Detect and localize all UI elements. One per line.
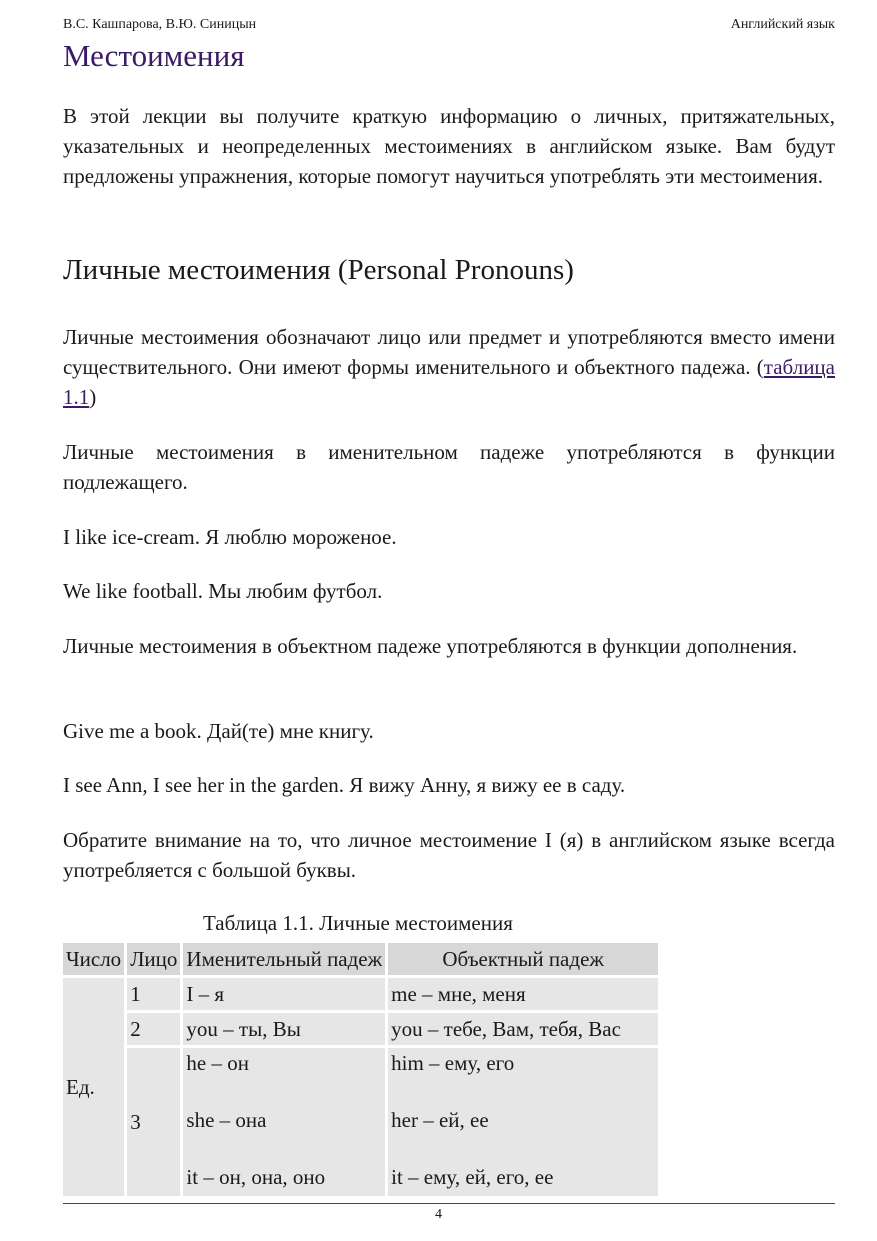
example-3: Give me a book. Дай(те) мне книгу. [63,719,374,743]
objective-line: him – ему, его [391,1051,515,1075]
table-row [63,1013,658,1045]
pronouns-table [60,940,661,1199]
table-row [63,1048,658,1196]
person-cell: 2 [127,1013,180,1045]
intro-paragraph: В этой лекции вы получите краткую информацию о личных, притяжательных, указательных и неопределенных местоимениях в английском языке. Вам будут предложены упражнения, которые помогут научиться употреблять эти местоимения. [63,104,835,188]
paragraph-text: Личные местоимения обозначают лицо или предмет и употребляются вместо имени существительного. Они имеют формы именительного и объектного падежа. ( [63,325,835,379]
example-1: I like ice-cream. Я люблю мороженое. [63,525,397,549]
example-2: We like football. Мы любим футбол. [63,579,383,603]
header-nominative: Именительный падеж [183,943,385,975]
nominative-cell [183,1048,385,1196]
person-cell: 1 [127,978,180,1010]
header-objective: Объектный падеж [388,943,658,975]
number-cell: Ед. [63,978,124,1196]
header-person: Лицо [127,943,180,975]
table-1-1-link[interactable]: таблица 1.1 [63,355,835,409]
paragraph-end: ) [89,385,97,409]
page-header [63,17,835,37]
header-number: Число [63,943,124,975]
paragraph-capital-i: Обратите внимание на то, что личное местоимение I (я) в английском языке всегда употребляется с большой буквы. [63,828,835,882]
header-authors: В.С. Кашпарова, В.Ю. Синицын [63,17,257,32]
table-caption: Таблица 1.1. Личные местоимения [203,911,513,935]
footer-divider [63,1203,835,1204]
objective-line: her – ей, ее [391,1108,489,1132]
objective-cell: you – тебе, Вам, тебя, Вас [388,1013,658,1045]
paragraph-objective: Личные местоимения в объектном падеже употребляются в функции дополнения. [63,634,798,658]
paragraph-personal-pronouns [63,322,835,412]
nominative-line: she – она [186,1108,267,1132]
nominative-cell: you – ты, Вы [183,1013,385,1045]
paragraph-nominative: Личные местоимения в именительном падеже употребляются в функции подлежащего. [63,440,835,494]
nominative-line: he – он [186,1051,249,1075]
table-row [63,978,658,1010]
objective-cell: me – мне, меня [388,978,658,1010]
nominative-line: it – он, она, оно [186,1165,326,1189]
example-4: I see Ann, I see her in the garden. Я вижу Анну, я вижу ее в саду. [63,773,626,797]
page-number: 4 [435,1207,442,1222]
page-title: Местоимения [63,38,245,73]
header-course: Английский язык [730,17,835,32]
section-title: Личные местоимения (Personal Pronouns) [63,254,574,286]
person-cell: 3 [127,1048,180,1196]
objective-line: it – ему, ей, его, ее [391,1165,554,1189]
objective-cell [388,1048,658,1196]
table-header-row [63,943,658,975]
nominative-cell: I – я [183,978,385,1010]
